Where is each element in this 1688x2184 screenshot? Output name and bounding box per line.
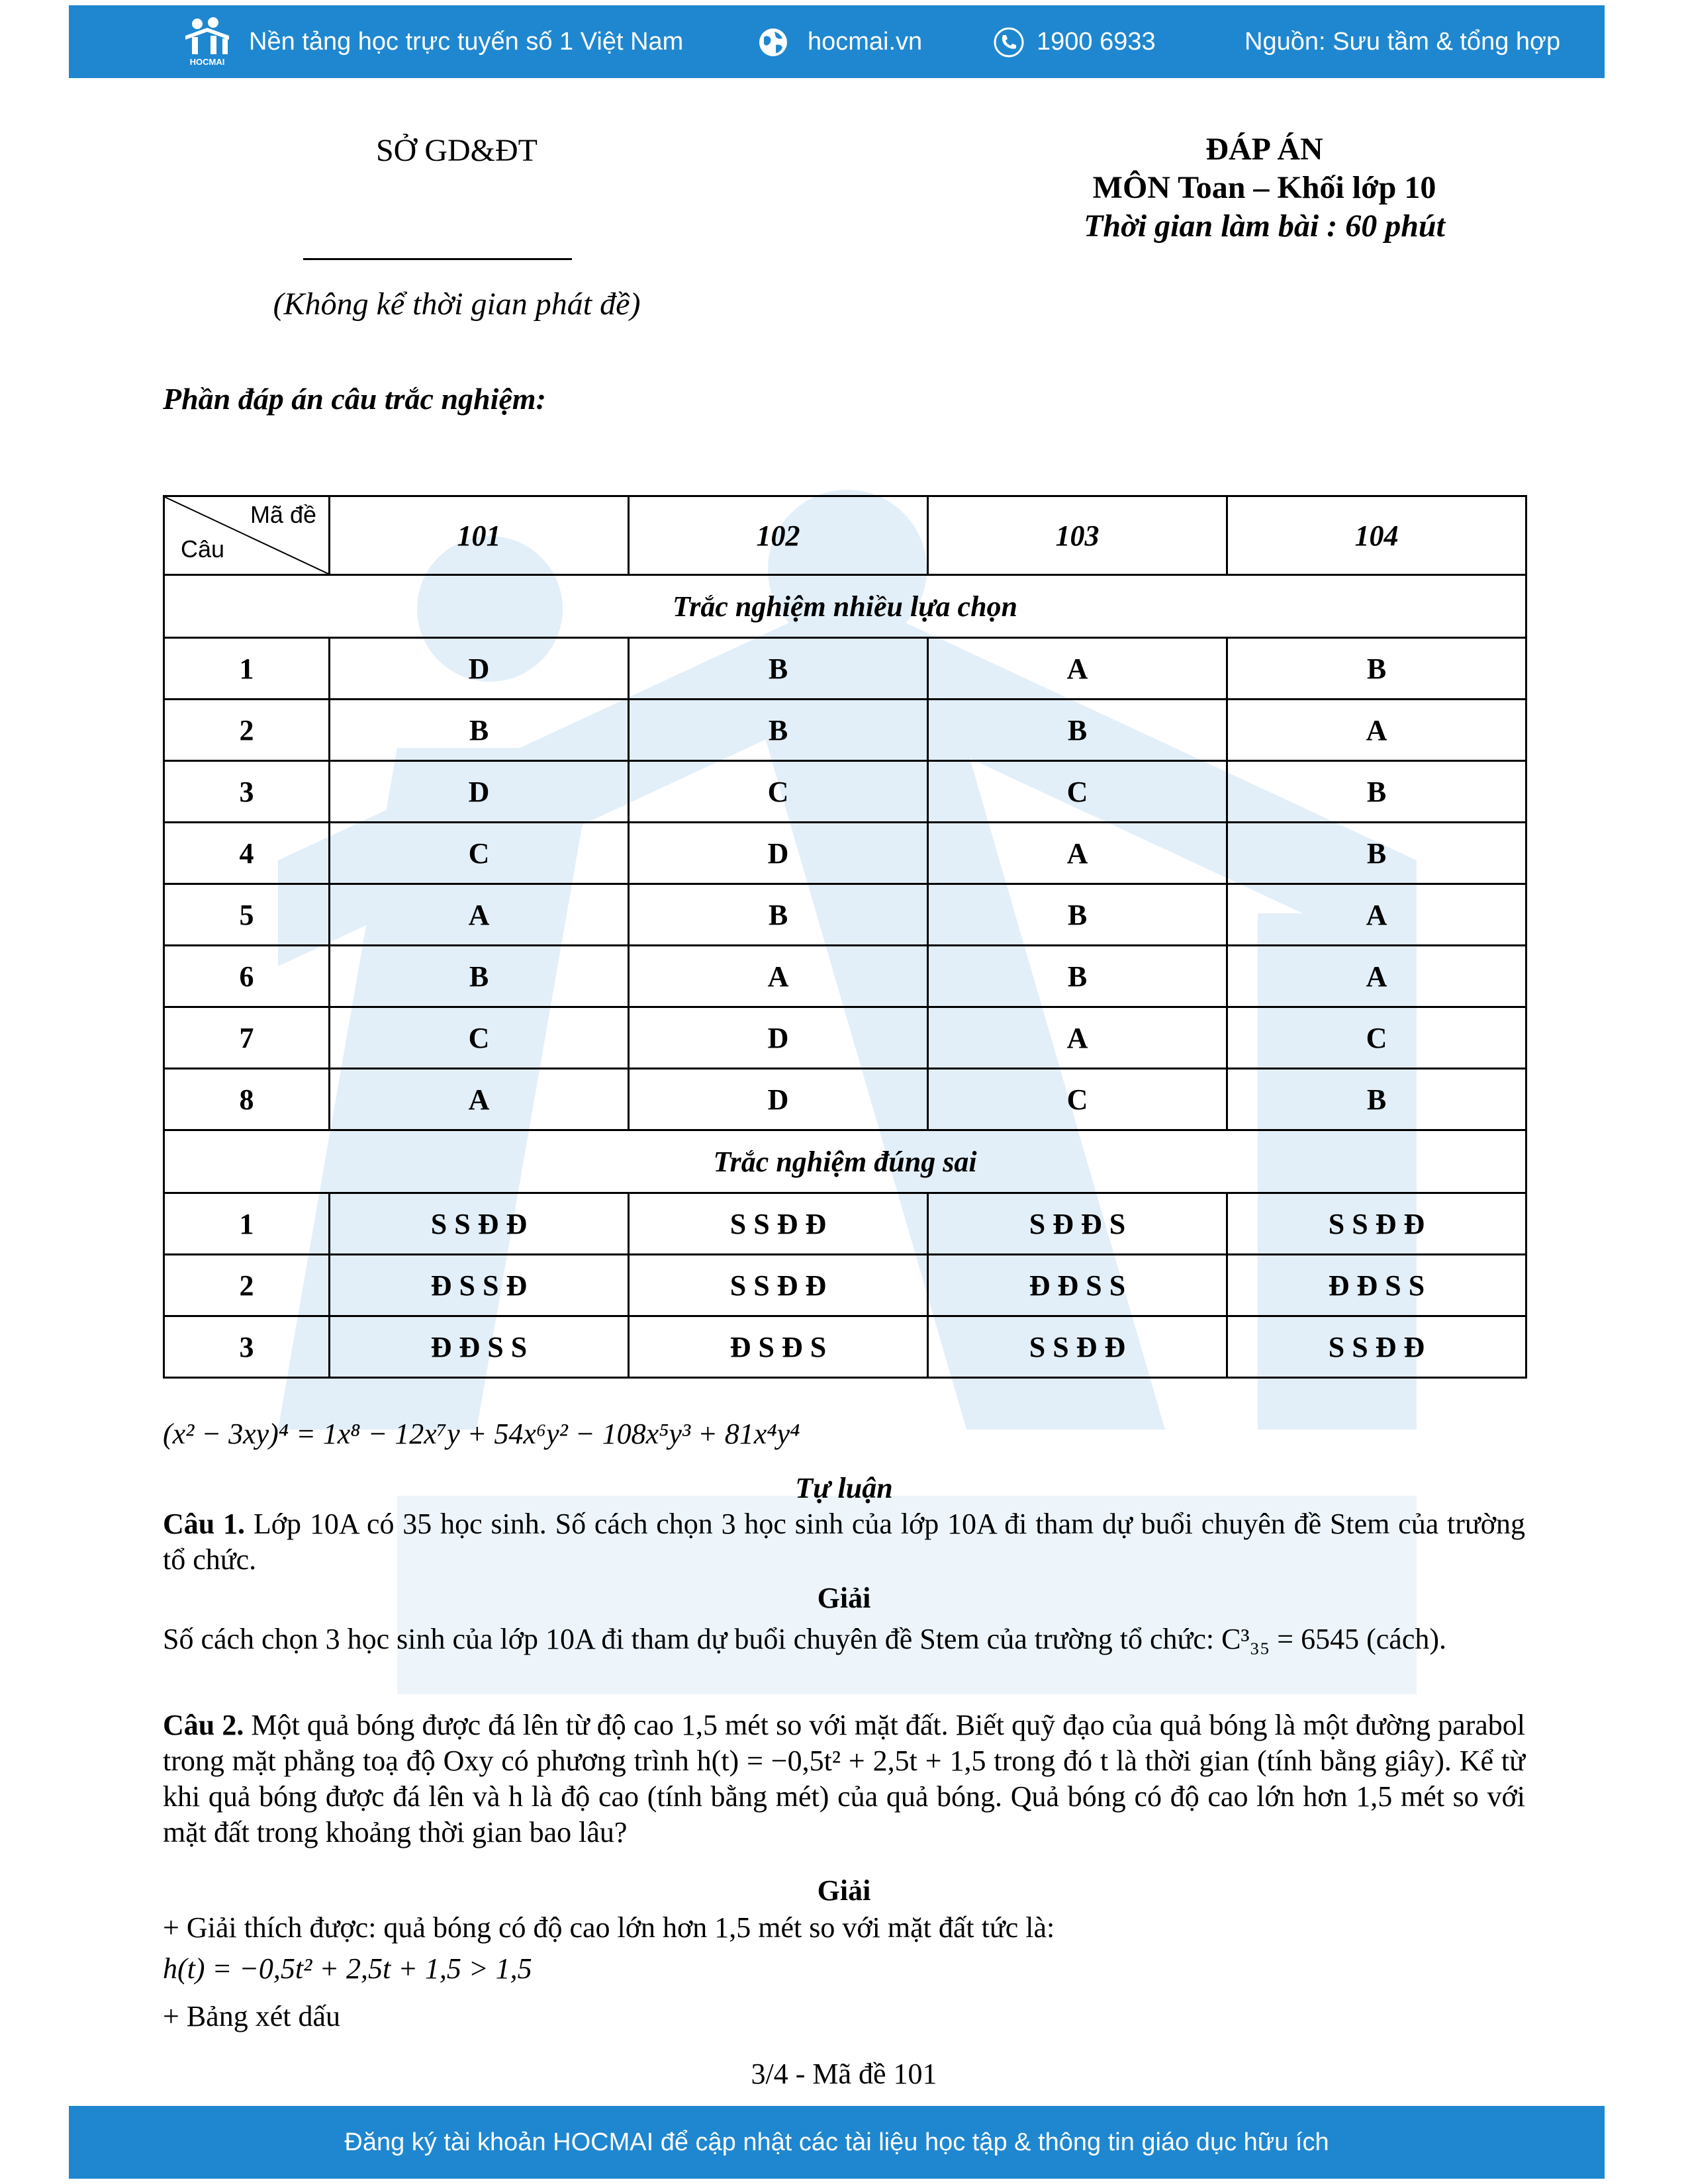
corner-question-label: Câu [181, 535, 225, 563]
question-1-text: Lớp 10A có 35 học sinh. Số cách chọn 3 học sinh của lớp 10A đi tham dự buổi chuyên đề Stem của trường tổ chức. [163, 1508, 1526, 1576]
website-link[interactable]: hocmai.vn [808, 28, 923, 56]
answer-cell: C [629, 761, 928, 823]
subject-grade: MÔN Toan – Khối lớp 10 [1092, 170, 1436, 205]
page-number: 3/4 - Mã đề 101 [751, 2058, 937, 2090]
answer-cell: D [629, 1069, 928, 1130]
essay-title: Tự luận [795, 1472, 893, 1504]
table-row [164, 1069, 1526, 1130]
header-divider [303, 258, 572, 260]
answer-cell: D [330, 761, 629, 823]
table-header-row [164, 496, 1526, 575]
table-row [164, 1316, 1526, 1378]
section-row [164, 575, 1526, 638]
mcq-section-title: Phần đáp án câu trắc nghiệm: [163, 382, 546, 416]
answer-cell: S S Đ Đ [928, 1316, 1227, 1378]
department-title: SỞ GD&ĐT [375, 133, 538, 168]
code-header: 103 [928, 496, 1227, 575]
solution-2-line2: + Bảng xét dấu [163, 2000, 340, 2032]
table-row [164, 1193, 1526, 1255]
answer-cell: B [1227, 638, 1526, 700]
answer-cell: D [330, 638, 629, 700]
corner-code-label: Mã đề [250, 501, 316, 528]
solution-2-line1: + Giải thích được: quả bóng có độ cao lớn hơn 1,5 mét so với mặt đất tức là: [163, 1911, 1055, 1944]
question-1 [163, 1506, 1525, 1578]
answer-cell: B [330, 946, 629, 1007]
answer-key-title: ĐÁP ÁN [1205, 132, 1323, 167]
answer-cell: Đ S S Đ [330, 1255, 629, 1316]
answer-cell: B [629, 884, 928, 946]
tagline: Nền tảng học trực tuyến số 1 Việt Nam [249, 28, 684, 56]
question-1-label: Câu 1. [163, 1508, 246, 1540]
answer-cell: A [928, 823, 1227, 884]
answer-cell: A [928, 638, 1227, 700]
answer-cell: C [330, 1007, 629, 1069]
answer-cell: A [629, 946, 928, 1007]
question-number: 3 [164, 1316, 330, 1378]
solution-1-label: Giải [817, 1582, 871, 1614]
answer-cell: B [629, 638, 928, 700]
answer-cell: B [928, 884, 1227, 946]
solution-2-formula: h(t) = −0,5t² + 2,5t + 1,5 > 1,5 [163, 1952, 532, 1985]
answer-cell: C [928, 1069, 1227, 1130]
question-number: 3 [164, 761, 330, 823]
solution-2-label: Giải [817, 1874, 871, 1907]
question-number: 1 [164, 1193, 330, 1255]
answer-cell: Đ S Đ S [629, 1316, 928, 1378]
question-number: 8 [164, 1069, 330, 1130]
top-banner [69, 5, 1605, 78]
answer-cell: C [330, 823, 629, 884]
code-header: 102 [629, 496, 928, 575]
question-number: 4 [164, 823, 330, 884]
answer-cell: S S Đ Đ [629, 1255, 928, 1316]
table-row [164, 946, 1526, 1007]
question-number: 2 [164, 700, 330, 761]
table-row [164, 823, 1526, 884]
answer-cell: C [928, 761, 1227, 823]
answer-cell: B [928, 946, 1227, 1007]
answer-cell: Đ Đ S S [928, 1255, 1227, 1316]
answer-cell: A [330, 884, 629, 946]
answer-cell: A [928, 1007, 1227, 1069]
question-1-solution: Số cách chọn 3 học sinh của lớp 10A đi tham dự buổi chuyên đề Stem của trường tổ chức: C³₃₅ = 6545 (cách). [163, 1623, 1447, 1655]
signup-message[interactable]: Đăng ký tài khoản HOCMAI để cập nhật các tài liệu học tập & thông tin giáo dục hữu ích [344, 2128, 1329, 2156]
true-false-section-title: Trắc nghiệm đúng sai [164, 1130, 1526, 1193]
answer-cell: B [629, 700, 928, 761]
answer-cell: B [928, 700, 1227, 761]
answer-cell: S S Đ Đ [330, 1193, 629, 1255]
answer-cell: A [330, 1069, 629, 1130]
table-row [164, 1007, 1526, 1069]
question-number: 1 [164, 638, 330, 700]
question-number: 5 [164, 884, 330, 946]
code-header: 101 [330, 496, 629, 575]
question-number: 6 [164, 946, 330, 1007]
answer-cell: Đ Đ S S [1227, 1255, 1526, 1316]
question-2 [163, 1707, 1525, 1850]
answer-cell: S Đ Đ S [928, 1193, 1227, 1255]
question-number: 2 [164, 1255, 330, 1316]
table-row [164, 700, 1526, 761]
answer-cell: D [629, 1007, 928, 1069]
phone-icon [993, 26, 1025, 58]
answer-cell: S S Đ Đ [1227, 1193, 1526, 1255]
answer-cell: B [1227, 823, 1526, 884]
answer-cell: B [1227, 761, 1526, 823]
question-2-label: Câu 2. [163, 1709, 244, 1741]
table-row [164, 884, 1526, 946]
answer-cell: A [1227, 946, 1526, 1007]
bottom-banner [69, 2106, 1605, 2179]
hocmai-logo-icon [180, 15, 234, 69]
answer-cell: A [1227, 884, 1526, 946]
table-row [164, 1255, 1526, 1316]
logo-text: HOCMAI [189, 57, 225, 67]
code-header: 104 [1227, 496, 1526, 575]
answer-cell: C [1227, 1007, 1526, 1069]
answer-cell: S S Đ Đ [1227, 1316, 1526, 1378]
source-note: Nguồn: Sưu tầm & tổng hợp [1244, 28, 1561, 56]
expansion-formula: (x² − 3xy)⁴ = 1x⁸ − 12x⁷y + 54x⁶y² − 108x⁵y³ + 81x⁴y⁴ [163, 1418, 800, 1450]
answer-cell: B [1227, 1069, 1526, 1130]
answer-cell: D [629, 823, 928, 884]
exam-duration: Thời gian làm bài : 60 phút [1084, 208, 1445, 244]
answer-cell: A [1227, 700, 1526, 761]
multiple-choice-section-title: Trắc nghiệm nhiều lựa chọn [164, 575, 1526, 638]
question-number: 7 [164, 1007, 330, 1069]
table-row [164, 761, 1526, 823]
question-2-text: Một quả bóng được đá lên từ độ cao 1,5 mét so với mặt đất. Biết quỹ đạo của quả bóng là một đường parabol trong mặt phẳng toạ độ Oxy có phương trình h(t) = −0,5t² + 2,5t + 1,5 trong đó t là thời gian (tính bằng giây). Kể từ khi quả bóng được đá lên và h là độ cao (tính bằng mét) của quả bóng. Quả bóng có độ cao lớn hơn 1,5 mét so với mặt đất trong khoảng thời gian bao lâu? [163, 1709, 1526, 1848]
phone-number[interactable]: 1900 6933 [1037, 28, 1156, 56]
globe-icon [757, 26, 789, 58]
table-row [164, 638, 1526, 700]
answer-cell: B [330, 700, 629, 761]
exam-time-note: (Không kể thời gian phát đề) [273, 287, 641, 322]
answer-cell: Đ Đ S S [330, 1316, 629, 1378]
answer-table [163, 495, 1527, 1379]
corner-cell [164, 496, 330, 575]
answer-cell: S S Đ Đ [629, 1193, 928, 1255]
section-row [164, 1130, 1526, 1193]
